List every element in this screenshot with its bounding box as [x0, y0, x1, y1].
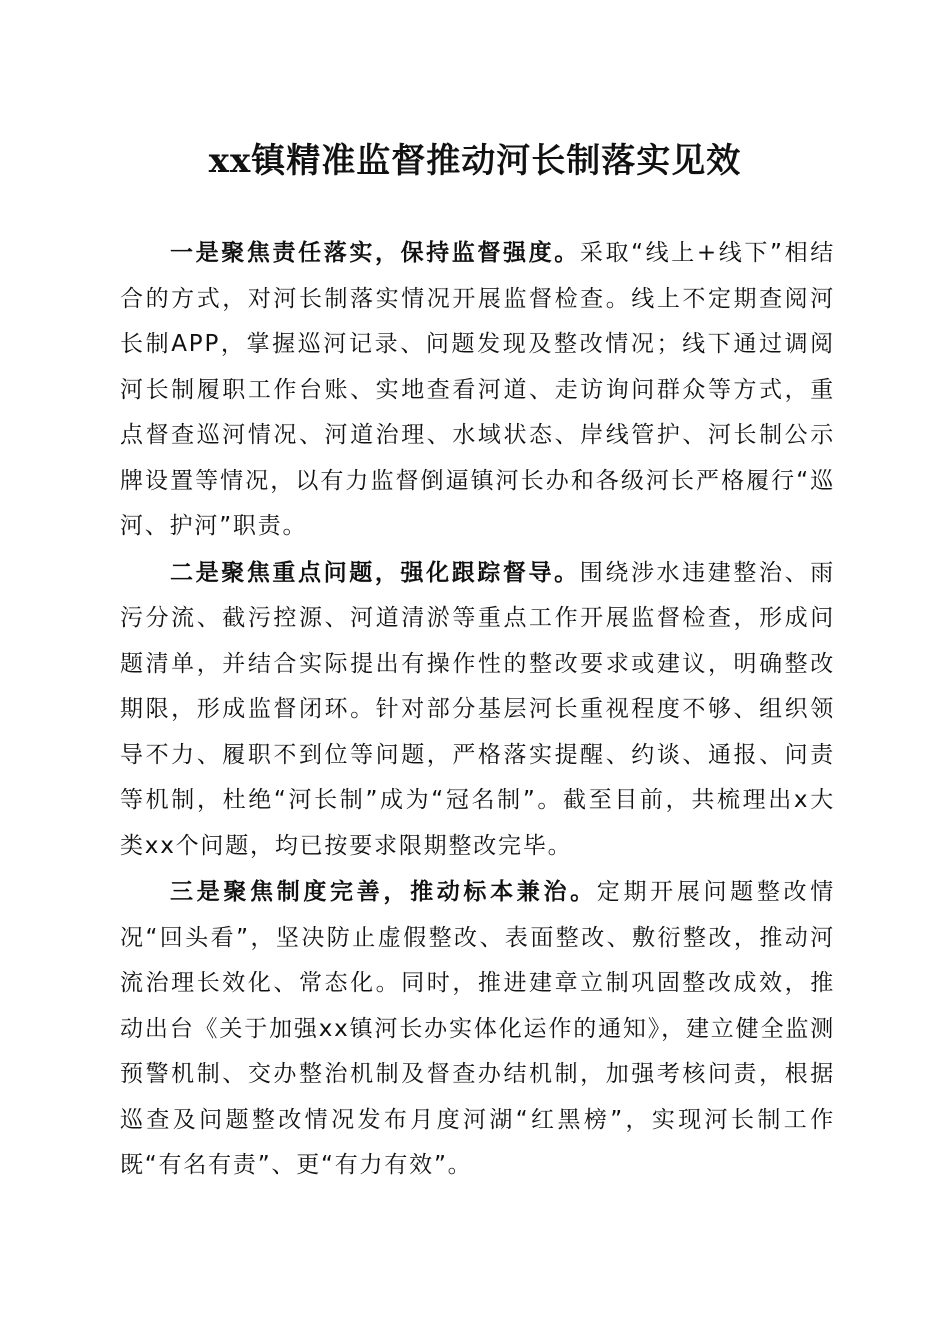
- paragraph-1: [120, 230, 835, 550]
- paragraph-2: [120, 550, 835, 870]
- paragraph-1-text: 采取“线上+线下”相结合的方式，对河长制落实情况开展监督检查。线上不定期查阅河长制APP，掌握巡河记录、问题发现及整改情况；线下通过调阅河长制履职工作台账、实地查看河道、走访询问群众等方式，重点督查巡河情况、河道治理、水域状态、岸线管护、河长制公示牌设置等情况，以有力监督倒逼镇河长办和各级河长严格履行“巡河、护河”职责。: [120, 240, 835, 539]
- document-title: xx镇精准监督推动河长制落实见效: [208, 141, 742, 181]
- paragraph-3-text: 定期开展问题整改情况“回头看”，坚决防止虚假整改、表面整改、敷衍整改，推动河流治理长效化、常态化。同时，推进建章立制巩固整改成效，推动出台《关于加强xx镇河长办实体化运作的通知》，建立健全监测预警机制、交办整治机制及督查办结机制，加强考核问责，根据巡查及问题整改情况发布月度河湖“红黑榜”，实现河长制工作既“有名有责”、更“有力有效”。: [120, 879, 835, 1178]
- paragraph-2-text: 围绕涉水违建整治、雨污分流、截污控源、河道清淤等重点工作开展监督检查，形成问题清单，并结合实际提出有操作性的整改要求或建议，明确整改期限，形成监督闭环。针对部分基层河长重视程度不够、组织领导不力、履职不到位等问题，严格落实提醒、约谈、通报、问责等机制，杜绝“河长制”成为“冠名制”。截至目前，共梳理出x大类xx个问题，均已按要求限期整改完毕。: [120, 559, 836, 859]
- paragraph-3-lead: 三是聚焦制度完善，推动标本兼治。: [170, 878, 597, 905]
- paragraph-1-lead: 一是聚焦责任落实，保持监督强度。: [170, 239, 580, 266]
- paragraph-2-lead: 二是聚焦重点问题，强化跟踪督导。: [170, 558, 580, 586]
- document-body: [120, 230, 835, 1189]
- paragraph-3: [120, 869, 835, 1189]
